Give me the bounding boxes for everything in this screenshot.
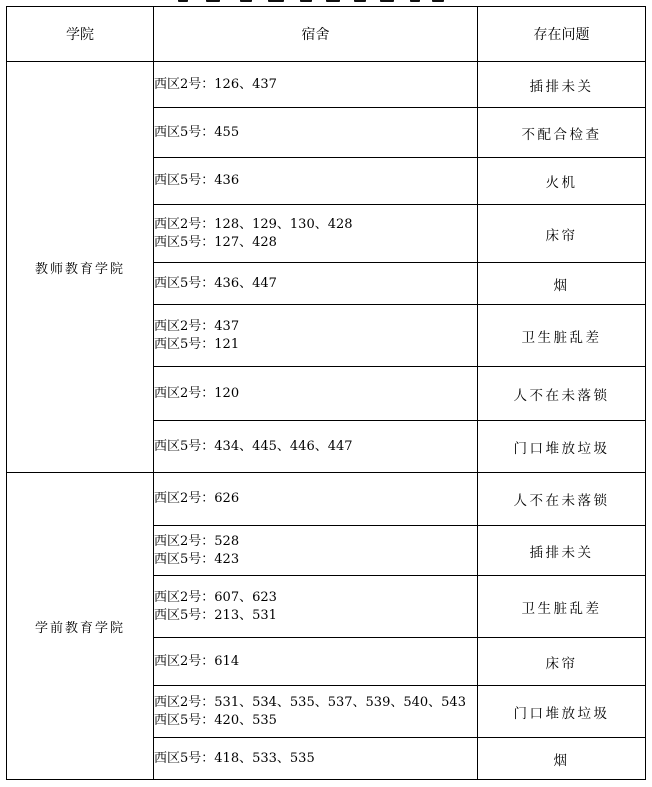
dorm-cell: 西区2号：528 西区5号：423 xyxy=(154,526,478,576)
dorm-cell: 西区2号：607、623 西区5号：213、531 xyxy=(154,576,478,638)
issue-cell: 床帘 xyxy=(478,638,646,686)
dorm-cell: 西区2号：614 xyxy=(154,638,478,686)
header-dorm: 宿舍 xyxy=(154,7,478,62)
college-cell: 学前教育学院 xyxy=(7,473,154,780)
issue-cell: 不配合检查 xyxy=(478,108,646,158)
issue-cell: 火机 xyxy=(478,158,646,205)
dorm-cell: 西区5号：418、533、535 xyxy=(154,738,478,780)
dorm-cell: 西区5号：436 xyxy=(154,158,478,205)
dorm-inspection-table xyxy=(6,6,646,780)
dorm-cell: 西区2号：531、534、535、537、539、540、543 西区5号：420、535 xyxy=(154,686,478,738)
table-header-row xyxy=(7,7,646,62)
dorm-cell: 西区2号：128、129、130、428 西区5号：127、428 xyxy=(154,205,478,263)
issue-cell: 烟 xyxy=(478,263,646,305)
issue-cell: 插排未关 xyxy=(478,62,646,108)
dorm-cell: 西区5号：436、447 xyxy=(154,263,478,305)
dorm-cell: 西区2号：626 xyxy=(154,473,478,526)
dorm-cell: 西区2号：120 xyxy=(154,367,478,421)
issue-cell: 门口堆放垃圾 xyxy=(478,421,646,473)
issue-cell: 床帘 xyxy=(478,205,646,263)
issue-cell: 插排未关 xyxy=(478,526,646,576)
college-cell: 教师教育学院 xyxy=(7,62,154,473)
header-college: 学院 xyxy=(7,7,154,62)
issue-cell: 烟 xyxy=(478,738,646,780)
issue-cell: 卫生脏乱差 xyxy=(478,305,646,367)
dorm-cell: 西区5号：455 xyxy=(154,108,478,158)
table-row xyxy=(7,473,646,526)
issue-cell: 人不在未落锁 xyxy=(478,473,646,526)
header-issue: 存在问题 xyxy=(478,7,646,62)
table-row xyxy=(7,62,646,108)
issue-cell: 人不在未落锁 xyxy=(478,367,646,421)
dorm-cell: 西区5号：434、445、446、447 xyxy=(154,421,478,473)
issue-cell: 卫生脏乱差 xyxy=(478,576,646,638)
dorm-cell: 西区2号：437 西区5号：121 xyxy=(154,305,478,367)
issue-cell: 门口堆放垃圾 xyxy=(478,686,646,738)
dorm-cell: 西区2号：126、437 xyxy=(154,62,478,108)
